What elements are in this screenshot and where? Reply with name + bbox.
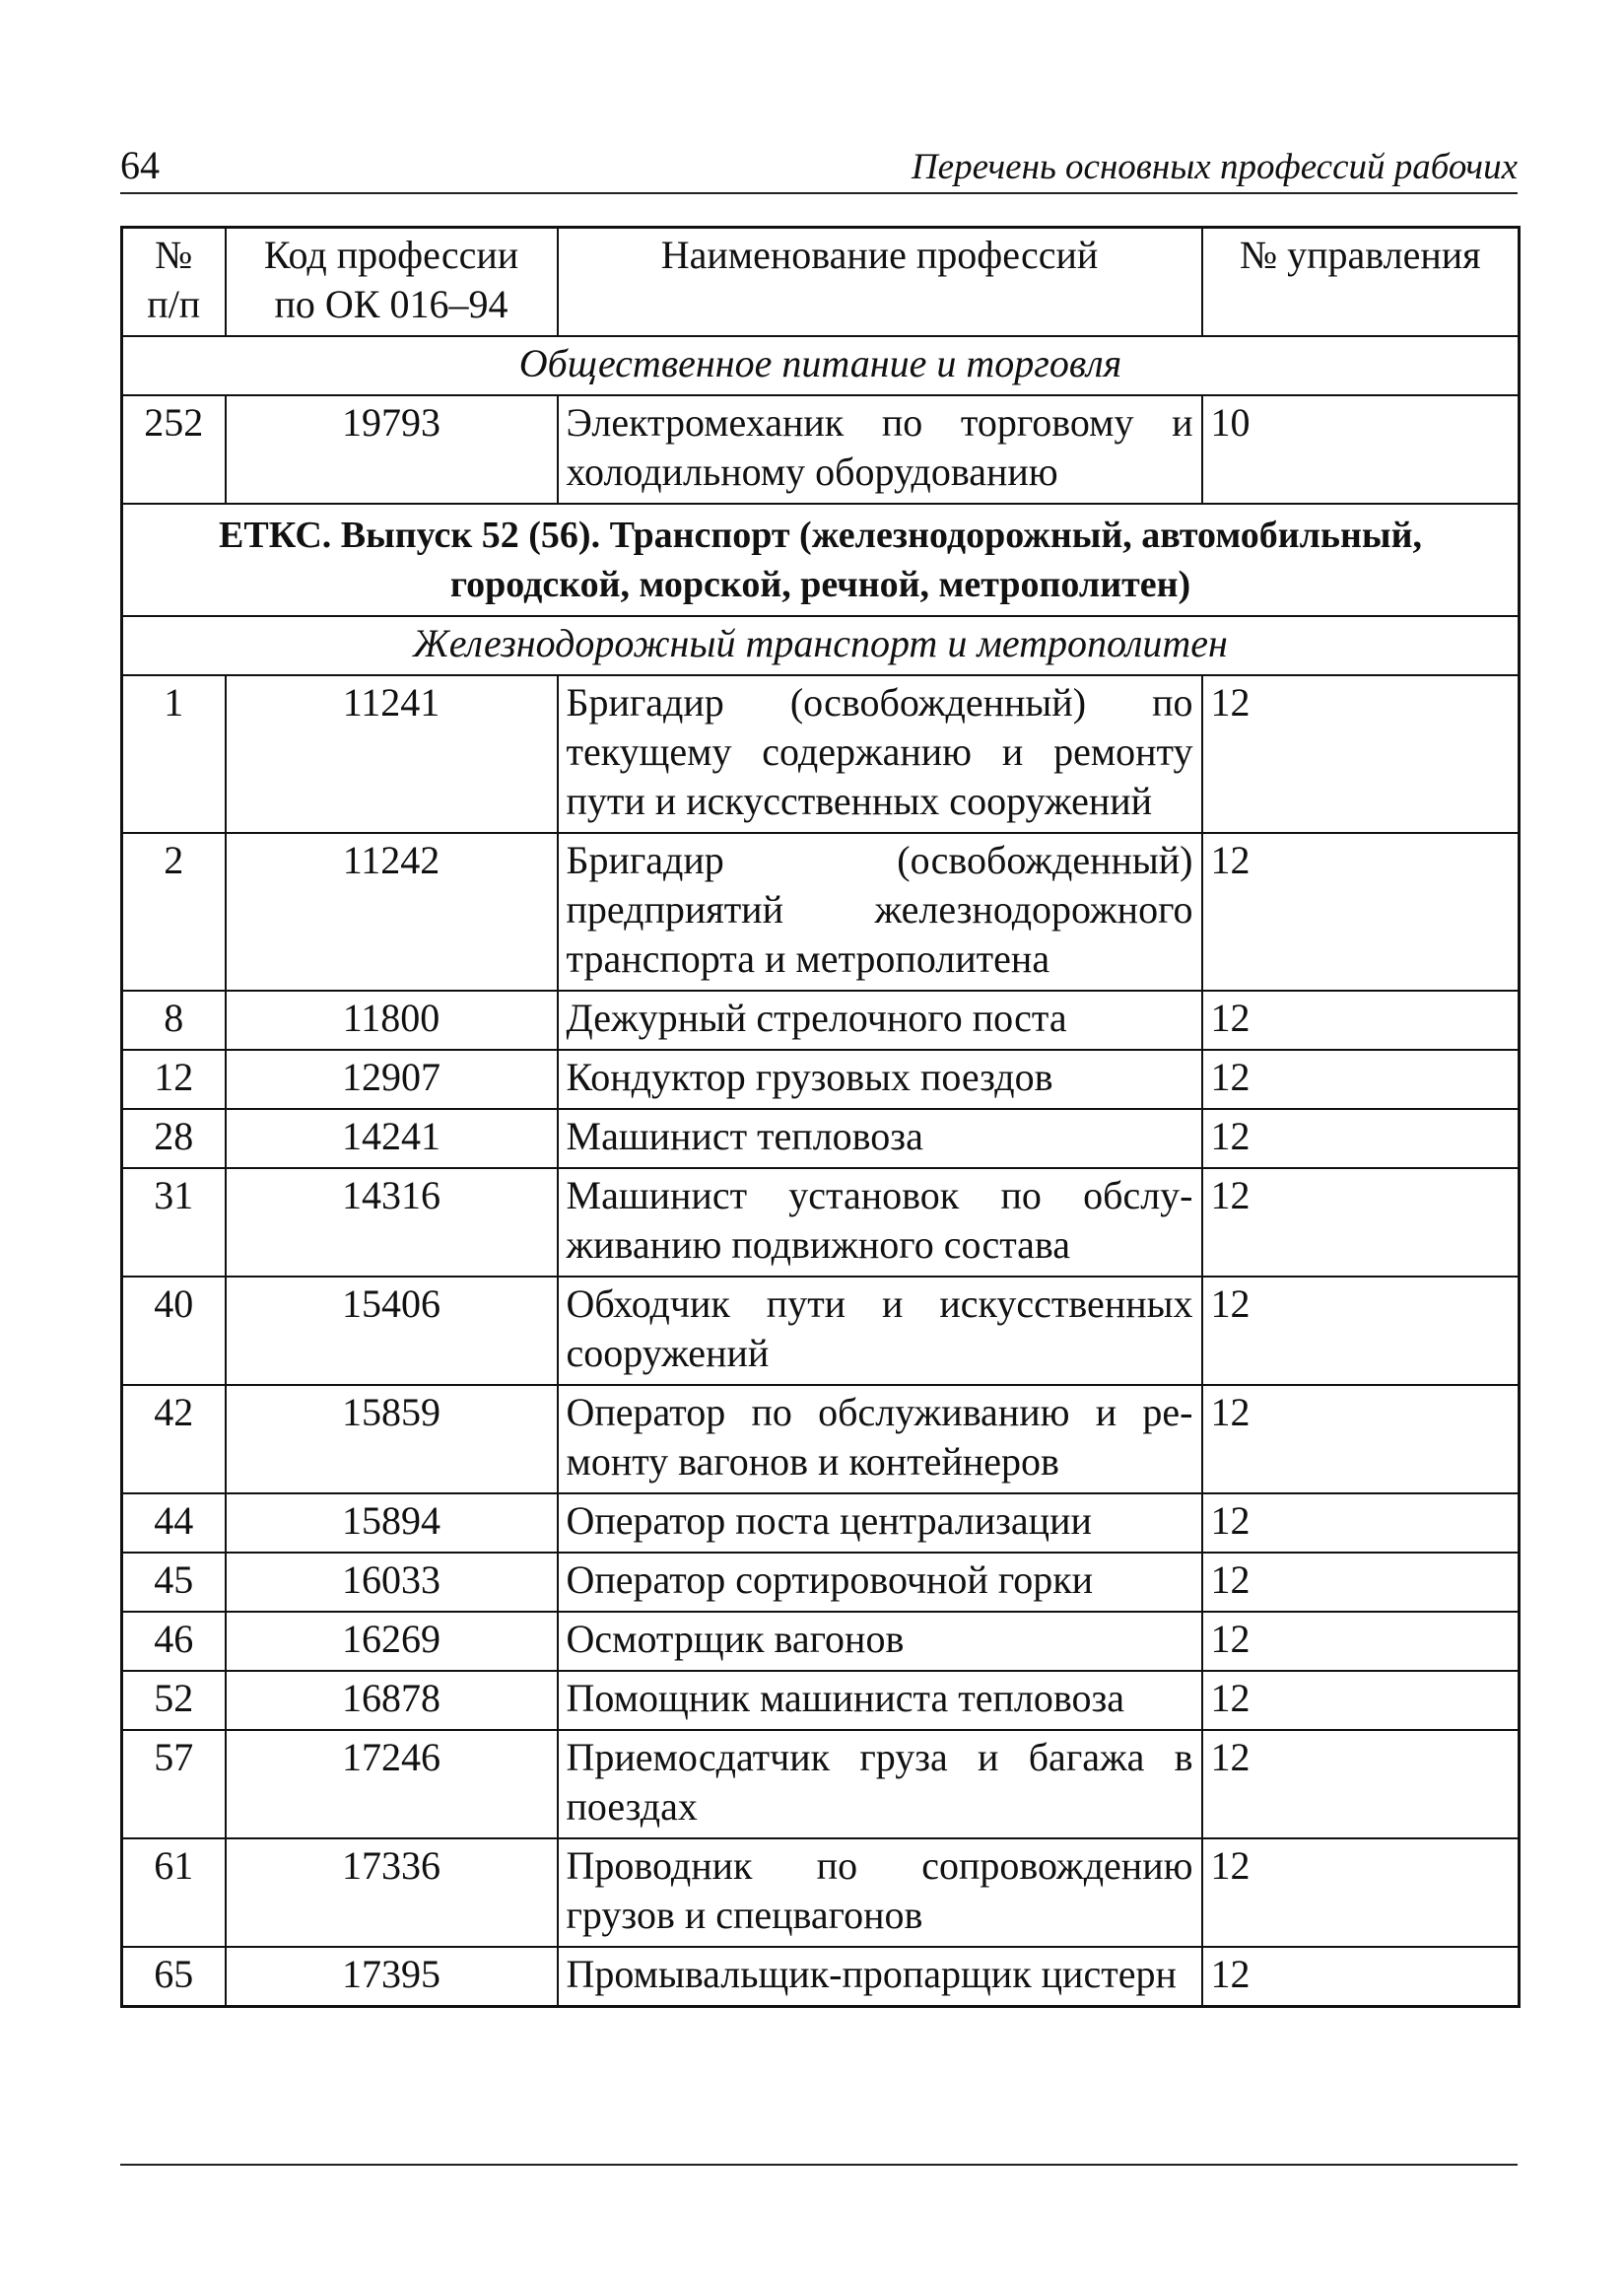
cell-dept: 12 <box>1202 1277 1520 1385</box>
cell-code: 19793 <box>226 395 558 504</box>
table-row <box>122 1730 1520 1838</box>
cell-num: 40 <box>122 1277 226 1385</box>
footer-rule <box>120 2164 1518 2166</box>
cell-num: 46 <box>122 1612 226 1671</box>
cell-num: 65 <box>122 1947 226 2007</box>
cell-code: 16269 <box>226 1612 558 1671</box>
cell-code: 11800 <box>226 991 558 1050</box>
cell-dept: 12 <box>1202 1168 1520 1277</box>
cell-num: 8 <box>122 991 226 1050</box>
cell-name: Бригадир (освобожденный) предприятий железнодорожного транспорта и метрополитена <box>558 833 1202 991</box>
cell-name: Приемосдатчик груза и багажа в поездах <box>558 1730 1202 1838</box>
cell-num: 57 <box>122 1730 226 1838</box>
header-name: Наименование профессий <box>558 228 1202 337</box>
rows-body <box>122 675 1520 2007</box>
section-title: Железнодорожный транспорт и метрополитен <box>122 616 1520 675</box>
cell-code: 15894 <box>226 1493 558 1553</box>
cell-code: 11241 <box>226 675 558 833</box>
etks-heading: ЕТКС. Выпуск 52 (56). Транспорт (железнодорожный, автомобильный, городской, морской, речной, метрополитен) <box>122 504 1520 616</box>
cell-name: Проводник по сопровождению грузов и спецвагонов <box>558 1838 1202 1947</box>
section-row-rail <box>122 616 1520 675</box>
cell-name: Оператор по обслуживанию и ремонту вагонов и контейнеров <box>558 1385 1202 1493</box>
cell-num: 1 <box>122 675 226 833</box>
table-row <box>122 395 1520 504</box>
cell-code: 16878 <box>226 1671 558 1730</box>
cell-dept: 12 <box>1202 1838 1520 1947</box>
cell-dept: 12 <box>1202 1730 1520 1838</box>
cell-name: Машинист тепловоза <box>558 1109 1202 1168</box>
cell-code: 11242 <box>226 833 558 991</box>
cell-name: Промывальщик-пропарщик цистерн <box>558 1947 1202 2007</box>
table-row <box>122 1109 1520 1168</box>
cell-dept: 10 <box>1202 395 1520 504</box>
cell-code: 15859 <box>226 1385 558 1493</box>
table-row <box>122 1385 1520 1493</box>
cell-name: Оператор поста централизации <box>558 1493 1202 1553</box>
running-title: Перечень основных профессий рабочих <box>911 147 1518 187</box>
cell-name: Кондуктор грузовых поездов <box>558 1050 1202 1109</box>
section-title: Общественное питание и торговля <box>122 336 1520 395</box>
table-row <box>122 1277 1520 1385</box>
table-row <box>122 1553 1520 1612</box>
cell-dept: 12 <box>1202 1050 1520 1109</box>
page-header <box>120 138 1518 194</box>
header-num: № п/п <box>122 228 226 337</box>
cell-name: Оператор сортировочной горки <box>558 1553 1202 1612</box>
professions-table <box>120 226 1521 2008</box>
header-dept: № управления <box>1202 228 1520 337</box>
cell-name: Дежурный стрелочного поста <box>558 991 1202 1050</box>
cell-dept: 12 <box>1202 1385 1520 1493</box>
cell-dept: 12 <box>1202 675 1520 833</box>
cell-name: Осмотрщик вагонов <box>558 1612 1202 1671</box>
cell-name: Машинист установок по обслуживанию подвижного состава <box>558 1168 1202 1277</box>
cell-name: Обходчик пути и искусственных сооружений <box>558 1277 1202 1385</box>
table-row <box>122 1612 1520 1671</box>
cell-dept: 12 <box>1202 1671 1520 1730</box>
table-row <box>122 1493 1520 1553</box>
cell-num: 61 <box>122 1838 226 1947</box>
cell-num: 52 <box>122 1671 226 1730</box>
cell-dept: 12 <box>1202 991 1520 1050</box>
cell-code: 16033 <box>226 1553 558 1612</box>
cell-code: 17336 <box>226 1838 558 1947</box>
cell-num: 12 <box>122 1050 226 1109</box>
header-code: Код профессии по ОК 016–94 <box>226 228 558 337</box>
cell-code: 14316 <box>226 1168 558 1277</box>
cell-name: Помощник машиниста тепловоза <box>558 1671 1202 1730</box>
table-row <box>122 1838 1520 1947</box>
table-row <box>122 1671 1520 1730</box>
table-row <box>122 1947 1520 2007</box>
etks-heading-row <box>122 504 1520 616</box>
page-number: 64 <box>120 143 160 187</box>
cell-num: 28 <box>122 1109 226 1168</box>
table-header-row <box>122 228 1520 337</box>
cell-num: 44 <box>122 1493 226 1553</box>
cell-code: 15406 <box>226 1277 558 1385</box>
cell-num: 31 <box>122 1168 226 1277</box>
cell-num: 45 <box>122 1553 226 1612</box>
cell-dept: 12 <box>1202 1109 1520 1168</box>
table-row <box>122 991 1520 1050</box>
table-row <box>122 1050 1520 1109</box>
cell-code: 12907 <box>226 1050 558 1109</box>
cell-name: Электромеханик по торговому и холодильному оборудованию <box>558 395 1202 504</box>
cell-num: 2 <box>122 833 226 991</box>
cell-dept: 12 <box>1202 1553 1520 1612</box>
cell-dept: 12 <box>1202 833 1520 991</box>
cell-dept: 12 <box>1202 1612 1520 1671</box>
cell-code: 14241 <box>226 1109 558 1168</box>
cell-dept: 12 <box>1202 1947 1520 2007</box>
table-row <box>122 675 1520 833</box>
cell-code: 17395 <box>226 1947 558 2007</box>
table-row <box>122 1168 1520 1277</box>
table-row <box>122 833 1520 991</box>
section-row-food <box>122 336 1520 395</box>
cell-name: Бригадир (освобожденный) по текущему содержанию и ремонту пути и искусственных сооружений <box>558 675 1202 833</box>
cell-num: 42 <box>122 1385 226 1493</box>
cell-num: 252 <box>122 395 226 504</box>
cell-code: 17246 <box>226 1730 558 1838</box>
cell-dept: 12 <box>1202 1493 1520 1553</box>
